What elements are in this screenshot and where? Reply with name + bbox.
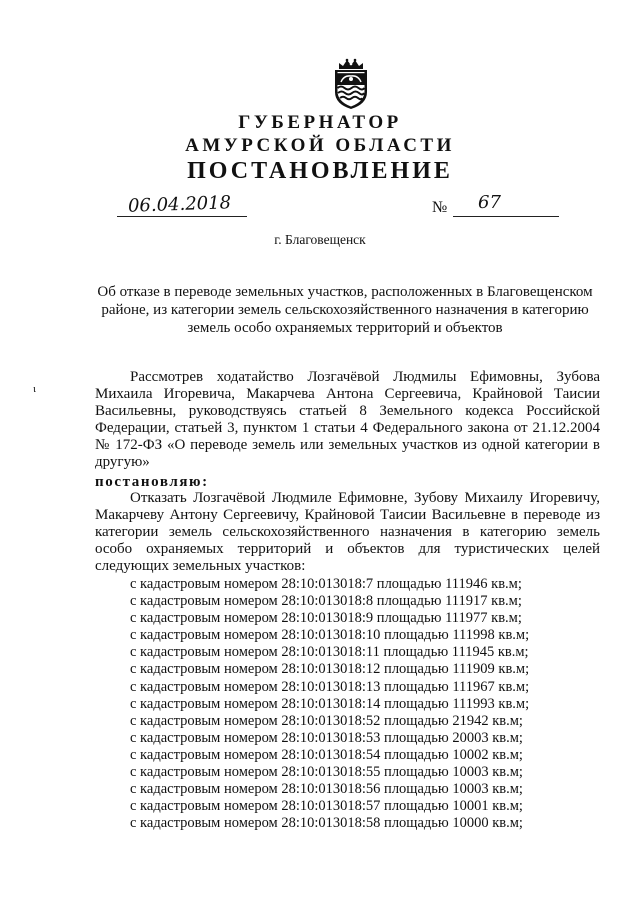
preamble-paragraph: Рассмотрев ходатайство Лозгачёвой Людмилы Ефимовны, Зубова Михаила Игоревича, Макарчева Антона Сергеевича, Крайновой Таисии Васильевны, руководствуясь статьей 8 Земельного кодекса Российской Федерации, статьей 3, пунктом 1 статьи 4 Федерального закона от 21.12.2004 № 172-ФЗ «О переводе земель или земельных участков из одной категории в другую» bbox=[95, 369, 600, 470]
handwritten-date: 06.04.2018 bbox=[127, 192, 232, 217]
margin-mark: ι bbox=[33, 383, 36, 395]
decree-label: постановляю: bbox=[95, 474, 209, 490]
list-item: с кадастровым номером 28:10:013018:13 площадью 111967 кв.м; bbox=[130, 678, 530, 695]
list-item: с кадастровым номером 28:10:013018:7 площадью 111946 кв.м; bbox=[130, 576, 522, 592]
list-item: с кадастровым номером 28:10:013018:8 площадью 111917 кв.м; bbox=[130, 593, 522, 610]
list-item: с кадастровым номером 28:10:013018:11 площадью 111945 кв.м; bbox=[130, 644, 529, 661]
list-item: с кадастровым номером 28:10:013018:57 площадью 10001 кв.м; bbox=[130, 798, 523, 815]
list-item: с кадастровым номером 28:10:013018:58 площадью 10000 кв.м; bbox=[130, 815, 523, 832]
list-item: с кадастровым номером 28:10:013018:9 площадью 111977 кв.м; bbox=[130, 610, 522, 627]
header-governor: ГУБЕРНАТОР bbox=[238, 112, 402, 133]
number-sign: № bbox=[432, 199, 448, 216]
list-item: с кадастровым номером 28:10:013018:12 площадью 111909 кв.м; bbox=[130, 661, 530, 678]
number-underline bbox=[453, 216, 559, 217]
list-item: с кадастровым номером 28:10:013018:56 площадью 10003 кв.м; bbox=[130, 781, 523, 798]
list-item: с кадастровым номером 28:10:013018:53 площадью 20003 кв.м; bbox=[130, 729, 523, 746]
list-item: с кадастровым номером 28:10:013018:10 площадью 111998 кв.м; bbox=[130, 627, 530, 644]
land-plot-list bbox=[130, 576, 529, 832]
city-name: г. Благовещенск bbox=[274, 232, 366, 247]
list-item: с кадастровым номером 28:10:013018:52 площадью 21942 кв.м; bbox=[130, 712, 523, 729]
list-item: с кадастровым номером 28:10:013018:55 площадью 10003 кв.м; bbox=[130, 764, 523, 781]
list-item: с кадастровым номером 28:10:013018:14 площадью 111993 кв.м; bbox=[130, 695, 530, 712]
amur-region-coat-of-arms-icon bbox=[330, 58, 372, 110]
header-region: АМУРСКОЙ ОБЛАСТИ bbox=[185, 135, 455, 156]
date-underline bbox=[117, 216, 247, 217]
handwritten-number: 67 bbox=[478, 192, 501, 213]
document-type-title: ПОСТАНОВЛЕНИЕ bbox=[187, 158, 453, 184]
list-item: с кадастровым номером 28:10:013018:54 площадью 10002 кв.м; bbox=[130, 746, 523, 763]
decision-paragraph: Отказать Лозгачёвой Людмиле Ефимовне, Зубову Михаилу Игоревичу, Макарчеву Антону Сергеевичу, Крайновой Таисии Васильевне в переводе из категории земель сельскохозяйственного назначения в категорию земель особо охраняемых территорий и объектов для туристических целей следующих земельных участков: bbox=[95, 490, 600, 574]
document-subject: Об отказе в переводе земельных участков, расположенных в Благовещенском районе, из категории земель сельскохозяйственного назначения в категорию земель особо охраняемых территорий и объектов bbox=[97, 284, 593, 336]
